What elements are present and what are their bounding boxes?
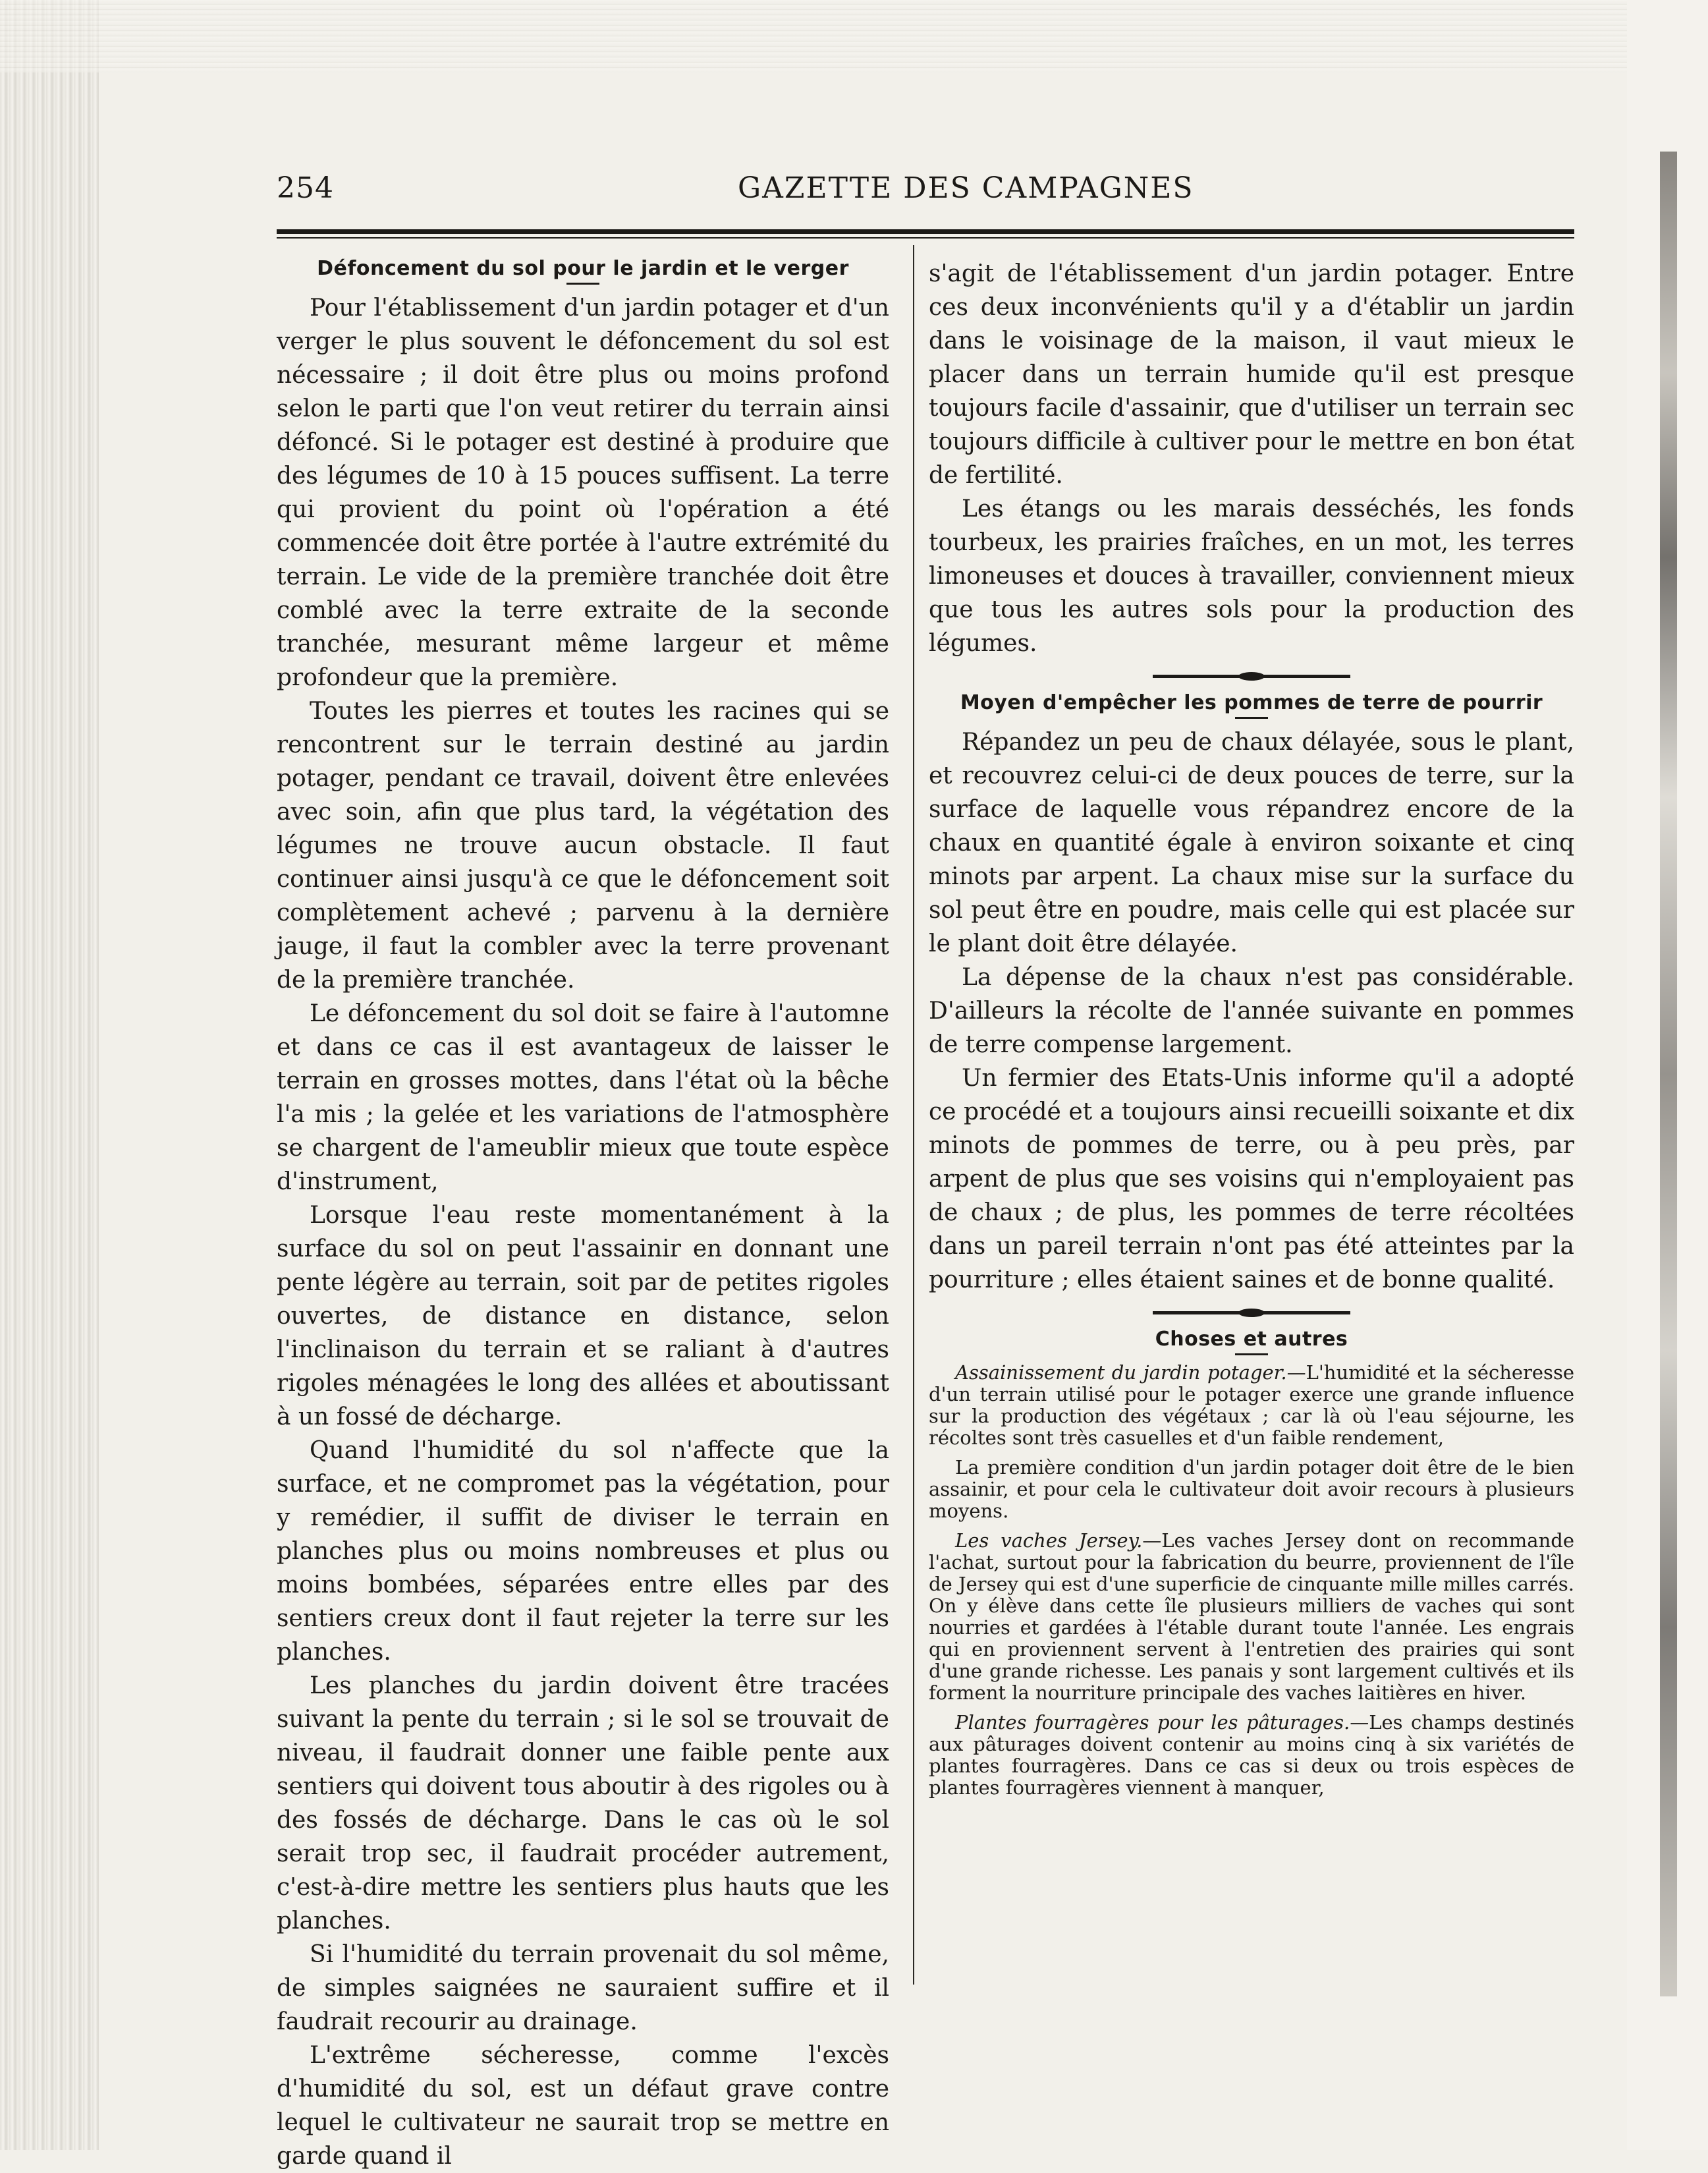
right-column — [929, 257, 1574, 1807]
page-header — [277, 171, 1614, 211]
article-paragraph: Si l'humidité du terrain provenait du sol même, de simples saignées ne sauraient suffire et il faudrait recourir au drainage. — [277, 1941, 889, 2035]
header-rule-thin — [277, 237, 1574, 239]
article-paragraph: Pour l'établissement d'un jardin potager et d'un verger le plus souvent le défoncement du sol est nécessaire ; il doit être plus ou moins profond selon le parti que l'on veut retirer du terrain ainsi défoncé. Si le potager est destiné à produire que des légumes de 10 à 15 pouces suffisent. La terre qui provient du point où l'opération a été commencée doit être portée à l'autre extrémité du terrain. Le vide de la première tranchée doit être comblé avec la terre extraite de la seconde tranchée, mesurant même largeur et même profondeur que la première. — [277, 295, 889, 691]
title-dash — [566, 283, 599, 285]
article-paragraph: Les planches du jardin doivent être tracées suivant la pente du terrain ; si le sol se trouvait de niveau, il faudrait donner une faible pente aux sentiers qui doivent tous aboutir à des rigoles ou à des fossés de décharge. Dans le cas où le sol serait trop sec, il faudrait procéder autrement, c'est-à-dire mettre les sentiers plus hauts que les planches. — [277, 1672, 889, 1934]
news-item — [929, 1457, 1574, 1522]
section-divider — [1153, 675, 1350, 678]
news-item-lead: Assainissement du jardin potager. — [955, 1361, 1287, 1384]
article-title-pommes-de-terre: Moyen d'empêcher les pommes de terre de pourrir — [960, 691, 1543, 714]
news-item-text: —Les champs destinés aux pâturages doivent contenir au moins cinq à six variétés de plantes fourragères. Dans ce cas si deux ou trois espèces de plantes fourragères viennent à manquer, — [929, 1711, 1575, 1799]
news-item-lead: Les vaches Jersey. — [955, 1529, 1143, 1552]
article-paragraph: Toutes les pierres et toutes les racines qui se rencontrent sur le terrain destiné au jardin potager, pendant ce travail, doivent être enlevées avec soin, afin que plus tard, la végétation des légumes ne trouve aucun obstacle. Il faut continuer ainsi jusqu'à ce que le défoncement soit complètement achevé ; parvenu à la dernière jauge, il faut la combler avec la terre provenant de la première tranchée. — [277, 698, 889, 994]
scan-binding-shadow — [1660, 152, 1677, 1996]
scan-top-edge — [0, 0, 1708, 72]
column-divider — [913, 245, 914, 1985]
article-paragraph: Lorsque l'eau reste momentanément à la surface du sol on peut l'assainir en donnant une pente légère au terrain, soit par de petites rigoles ouvertes, de distance en distance, selon l'inclinaison du terrain et se raliant à d'autres rigoles ménagées le long des allées et aboutissant à un fossé de décharge. — [277, 1202, 889, 1430]
news-item-lead: Plantes fourragères pour les pâturages. — [955, 1711, 1350, 1734]
article-title-defoncement: Défoncement du sol pour le jardin et le verger — [317, 257, 849, 280]
section-divider — [1153, 1311, 1350, 1314]
news-item — [929, 1530, 1574, 1704]
article-paragraph: Répandez un peu de chaux délayée, sous le plant, et recouvrez celui-ci de deux pouces de terre, sur la surface de laquelle vous répandrez encore de la chaux en quantité égale à environ soixante et cinq minots par arpent. La chaux mise sur la surface du sol peut être en poudre, mais celle qui est placée sur le plant doit être délayée. — [929, 729, 1574, 957]
article-paragraph-continued: s'agit de l'établissement d'un jardin potager. Entre ces deux inconvénients qu'il y a d'établir un jardin dans le voisinage de la maison, il vaut mieux le placer dans un terrain humide qu'il est presque toujours facile d'assainir, que d'utiliser un terrain sec toujours difficile à cultiver pour le mettre en bon état de fertilité. — [929, 260, 1574, 489]
news-item — [929, 1712, 1574, 1799]
article-paragraph: Les étangs ou les marais desséchés, les fonds tourbeux, les prairies fraîches, en un mot, les terres limoneuses et douces à travailler, conviennent mieux que tous les autres sols pour la production des légumes. — [929, 495, 1574, 657]
page-number: 254 — [277, 171, 334, 205]
left-column — [277, 257, 889, 2173]
news-item-text: —L'humidité et la sécheresse d'un terrain utilisé pour le potager exerce une grande influence sur la production des végétaux ; car là où l'eau séjourne, les récoltes sont très casuelles et d'un faible rendement, — [929, 1361, 1574, 1449]
journal-title: GAZETTE DES CAMPAGNES — [738, 171, 1194, 205]
news-item-text: La première condition d'un jardin potager doit être de le bien assainir, et pour cela le cultivateur doit avoir recours à plusieurs moyens. — [929, 1456, 1574, 1522]
scan-left-edge — [0, 0, 99, 2150]
article-title-choses-et-autres: Choses et autres — [1155, 1328, 1348, 1351]
title-dash — [1235, 1353, 1268, 1355]
news-item-text: —Les vaches Jersey dont on recommande l'achat, surtout pour la fabrication du beurre, proviennent de l'île de Jersey qui est d'une superficie de cinquante mille milles carrés. On y élève dans cette île plusieurs milliers de vaches qui sont nourries et gardées à l'étable durant toute l'année. Les engrais qui en proviennent servent à l'entretien des prairies qui sont d'une grande richesse. Les panais y sont largement cultivés et ils forment la nourriture principale des vaches laitières en hiver. — [929, 1529, 1574, 1704]
header-rule-thick — [277, 229, 1574, 234]
title-dash — [1235, 717, 1268, 719]
article-paragraph: Un fermier des Etats-Unis informe qu'il a adopté ce procédé et a toujours ainsi recueilli soixante et dix minots de pommes de terre, ou à peu près, par arpent de plus que ses voisins qui n'employaient pas de chaux ; de plus, les pommes de terre récoltées dans un pareil terrain n'ont pas été atteintes par la pourriture ; elles étaient saines et de bonne qualité. — [929, 1065, 1574, 1293]
news-item — [929, 1362, 1574, 1449]
article-paragraph: Le défoncement du sol doit se faire à l'automne et dans ce cas il est avantageux de laisser le terrain en grosses mottes, dans l'état où la bêche l'a mis ; la gelée et les variations de l'atmosphère se chargent de l'ameublir mieux que toute espèce d'instrument, — [277, 1000, 889, 1195]
article-paragraph: Quand l'humidité du sol n'affecte que la surface, et ne compromet pas la végétation, pour y remédier, il suffit de diviser le terrain en planches plus ou moins nombreuses et plus ou moins bombées, séparées entre elles par des sentiers creux dont il faut rejeter la terre sur les planches. — [277, 1437, 889, 1666]
article-paragraph: La dépense de la chaux n'est pas considérable. D'ailleurs la récolte de l'année suivante en pommes de terre compense largement. — [929, 964, 1574, 1058]
article-paragraph: L'extrême sécheresse, comme l'excès d'humidité du sol, est un défaut grave contre lequel le cultivateur ne saurait trop se mettre en garde quand il — [277, 2042, 889, 2170]
